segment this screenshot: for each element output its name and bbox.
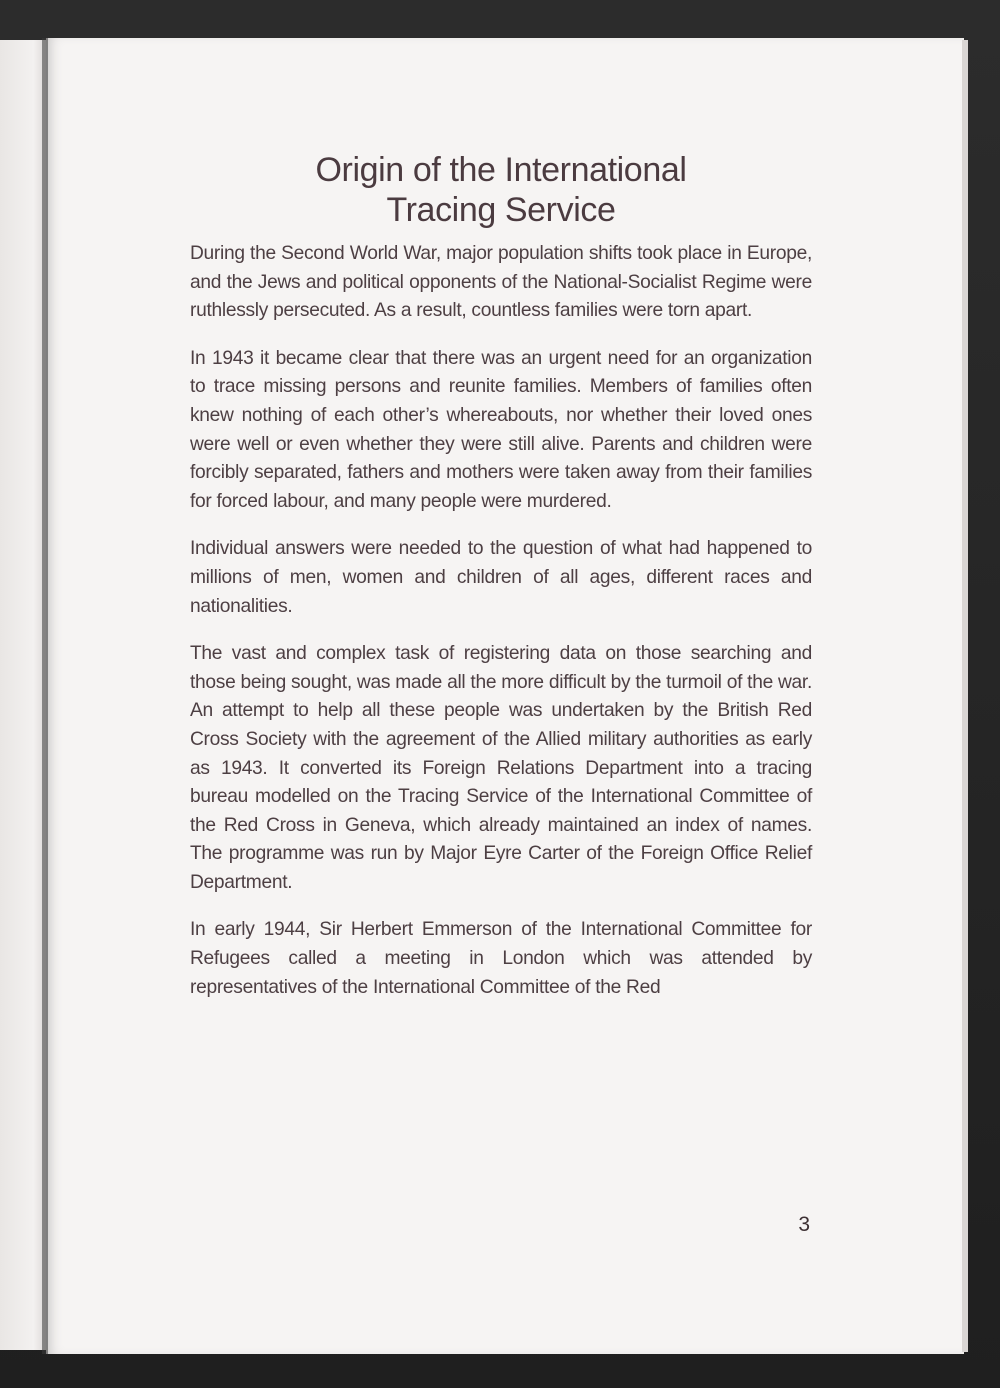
title-line-1: Origin of the International (315, 151, 687, 189)
paragraph-1: During the Second World War, major population shifts took place in Europe, and the Jews and political opponents of the National-Socialist Regime were ruthlessly persecuted. As a result, countless families were torn apart. (190, 243, 812, 322)
page-content (190, 150, 812, 1021)
paragraph-3: Individual answers were needed to the question of what had happened to millions of men, women and children of all ages, different races and nationalities. (190, 538, 812, 617)
facing-page-edge (0, 40, 48, 1350)
paragraph-5: In early 1944, Sir Herbert Emmerson of the International Committee for Refugees called a meeting in London which was attended by representatives of the International Committee of the Red (190, 919, 812, 998)
page-title (190, 150, 812, 230)
paragraph-4: The vast and complex task of registering data on those searching and those being sought, was made all the more difficult by the turmoil of the war. An attempt to help all these people was undertaken by the British Red Cross Society with the agreement of the Allied military authorities as early as 1943. It converted its Foreign Relations Department into a tracing bureau modelled on the Tracing Service of the International Committee of the Red Cross in Geneva, which already maintained an index of names. The programme was run by Major Eyre Carter of the Foreign Office Relief Department. (190, 643, 812, 893)
page-right-edge (962, 40, 968, 1352)
book-gutter (42, 38, 48, 1354)
title-line-2: Tracing Service (386, 191, 616, 229)
paragraph-2: In 1943 it became clear that there was an urgent need for an organization to trace missing persons and reunite families. Members of families often knew nothing of each other’s whereabouts, nor whether their loved ones were well or even whether they were still alive. Parents and children were forcibly separated, fathers and mothers were taken away from their families for forced labour, and many people were murdered. (190, 347, 812, 512)
page-number: 3 (798, 1213, 810, 1236)
